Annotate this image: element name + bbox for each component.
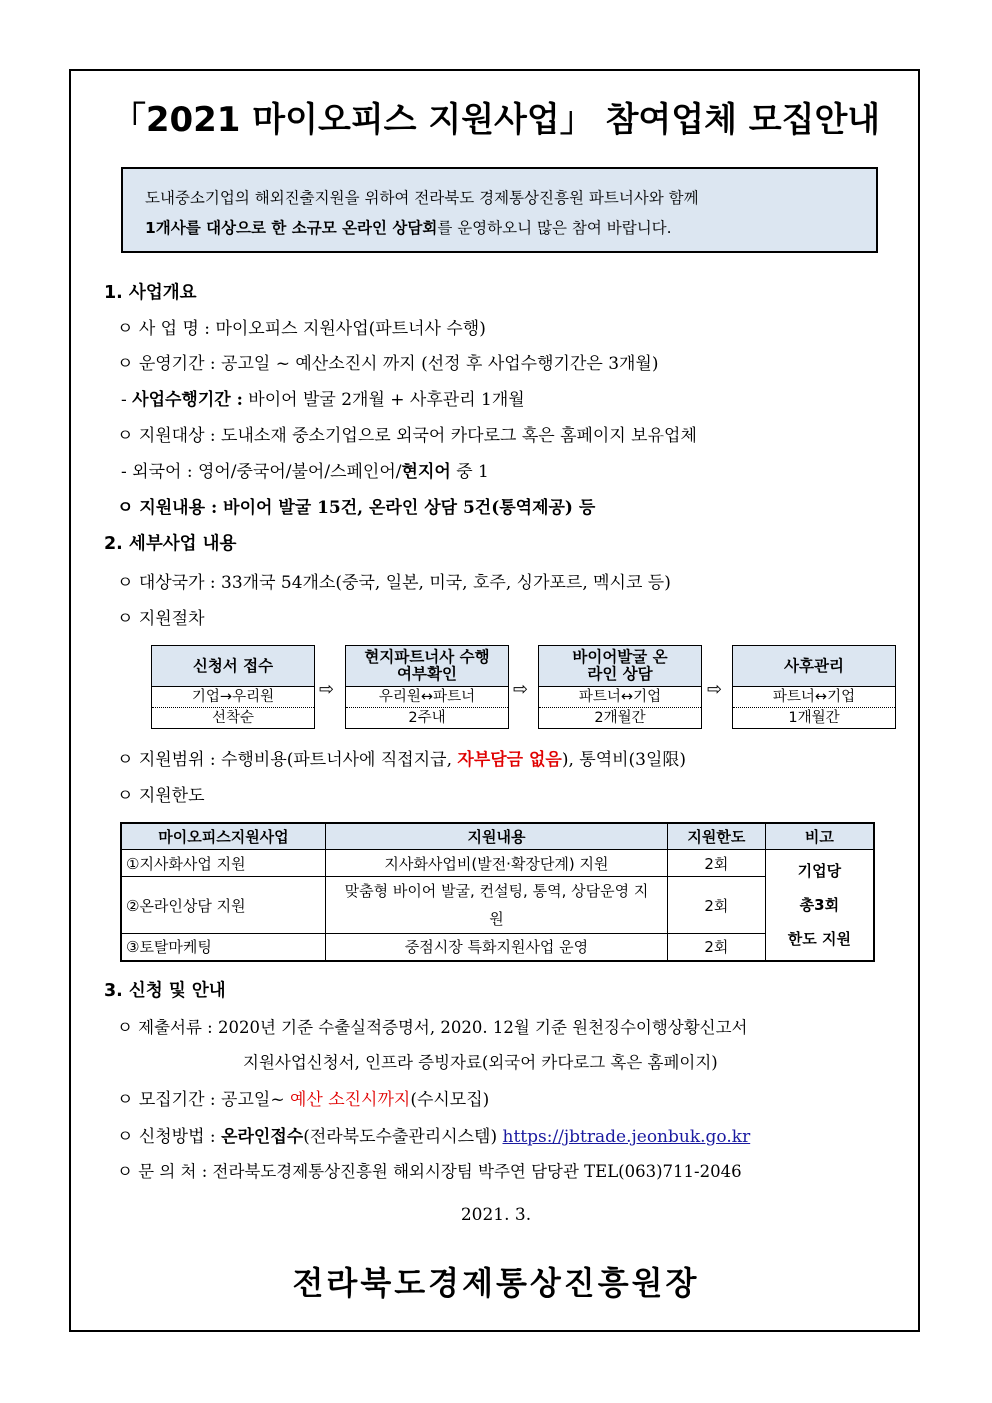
business-name-label: ㅇ 사 업 명 : — [117, 319, 216, 339]
flow-step-1 — [151, 645, 315, 729]
target-countries: ㅇ 대상국가 : 33개국 54개소(중국, 일본, 미국, 호주, 싱가포르, 멕시코 등) — [117, 573, 671, 593]
table-cell: 2회 — [668, 850, 766, 877]
table-header: 비고 — [765, 823, 874, 850]
support-limit: ㅇ 지원한도 — [117, 786, 205, 806]
table-header: 지원한도 — [668, 823, 766, 850]
recruitment-period-rest: (수시모집) — [410, 1090, 490, 1110]
signature: 전라북도경제통상진흥원장 — [292, 1264, 700, 1302]
section-1-heading: 1. 사업개요 — [104, 283, 197, 303]
recruitment-period-prefix: ㅇ 모집기간 : 공고일~ — [117, 1090, 290, 1110]
table-header-row — [121, 823, 874, 850]
flow-step-2 — [345, 645, 509, 729]
flow-step-1-actor: 기업→우리원 — [152, 687, 314, 708]
support-scope-no-self-pay: 자부담금 없음 — [457, 750, 562, 770]
flow-step-4-actor: 파트너↔기업 — [733, 687, 895, 708]
section-3-heading: 3. 신청 및 안내 — [104, 981, 226, 1001]
required-documents: ㅇ 제출서류 : 2020년 기준 수출실적증명서, 2020. 12월 기준 원천징수이행상황신고서 — [117, 1018, 748, 1037]
table-cell: ①지사화사업 지원 — [121, 850, 325, 877]
flow-arrow-1: ⇨ — [319, 679, 335, 700]
operation-period: ㅇ 운영기간 : 공고일 ~ 예산소진시 까지 (선정 후 사업수행기간은 3개월) — [117, 354, 659, 374]
table-row — [121, 850, 874, 877]
support-scope — [117, 749, 686, 771]
table-note-line: 기업당 — [797, 861, 842, 880]
foreign-language — [121, 461, 489, 483]
table-cell: 2회 — [668, 934, 766, 961]
business-name — [117, 318, 486, 340]
foreign-language-prefix: - 외국어 : 영어/중국어/불어/스페인어/ — [121, 462, 402, 482]
support-scope-rest: ), 통역비(3일限) — [561, 750, 687, 770]
foreign-language-rest: 중 1 — [450, 462, 489, 482]
application-method-prefix: ㅇ 신청방법 : — [117, 1127, 222, 1147]
application-method — [117, 1126, 750, 1148]
intro-line-2-rest: 를 운영하오니 많은 참여 바랍니다. — [437, 219, 672, 237]
table-header: 마이오피스지원사업 — [121, 823, 325, 850]
recruitment-period-until: 예산 소진시까지 — [289, 1090, 411, 1110]
business-period-label: 사업수행기간 : — [132, 390, 243, 410]
table-row — [121, 877, 874, 934]
contact-info: ㅇ 문 의 처 : 전라북도경제통상진흥원 해외시장팀 박주연 담당관 TEL(063)711-2046 — [117, 1162, 742, 1181]
business-period — [121, 389, 525, 411]
support-target: ㅇ 지원대상 : 도내소재 중소기업으로 외국어 카다로그 혹은 홈페이지 보유업체 — [117, 426, 697, 446]
flow-step-1-title: 신청서 접수 — [152, 646, 314, 687]
table-cell: 지사화사업비(발전·확장단계) 지원 — [325, 850, 667, 877]
table-cell: ③토탈마케팅 — [121, 934, 325, 961]
support-limit-table — [120, 822, 875, 962]
flow-step-4-title: 사후관리 — [733, 646, 895, 687]
foreign-language-local: 현지어 — [401, 462, 451, 482]
table-cell: 2회 — [668, 877, 766, 934]
required-documents-2: 지원사업신청서, 인프라 증빙자료(외국어 카다로그 혹은 홈페이지) — [243, 1053, 718, 1072]
intro-line-2-bold: 1개사를 대상으로 한 소규모 온라인 상담회 — [145, 219, 438, 237]
business-period-value: 바이어 발굴 2개월 + 사후관리 1개월 — [242, 390, 525, 410]
table-header: 지원내용 — [325, 823, 667, 850]
flow-arrow-3: ⇨ — [707, 679, 723, 700]
table-row — [121, 934, 874, 961]
flow-step-2-time: 2주내 — [408, 710, 446, 726]
recruitment-period — [117, 1089, 489, 1111]
support-scope-prefix: ㅇ 지원범위 : 수행비용(파트너사에 직접지급, — [117, 750, 458, 770]
intro-line-1: 도내중소기업의 해외진출지원을 위하여 전라북도 경제통상진흥원 파트너사와 함께 — [145, 189, 699, 207]
application-method-rest: (전라북도수출관리시스템) — [303, 1127, 503, 1147]
table-note-line: 한도 지원 — [787, 929, 851, 948]
flow-step-4-time: 1개월간 — [788, 710, 840, 726]
flow-arrow-2: ⇨ — [513, 679, 529, 700]
table-cell: ②온라인상담 지원 — [121, 877, 325, 934]
intro-line-2 — [145, 213, 854, 243]
table-cell: 중점시장 특화지원사업 운영 — [325, 934, 667, 961]
flow-step-1-time: 선착순 — [211, 710, 255, 726]
flow-step-3 — [538, 645, 702, 729]
section-2-heading: 2. 세부사업 내용 — [104, 534, 237, 554]
application-method-online: 온라인접수 — [221, 1127, 304, 1147]
support-content: ㅇ 지원내용 : 바이어 발굴 15건, 온라인 상담 5건(통역제공) 등 — [117, 498, 596, 518]
flow-step-3-title: 바이어발굴 온라인 상담 — [539, 646, 701, 687]
table-note — [765, 850, 874, 961]
business-name-value: 마이오피스 지원사업(파트너사 수행) — [215, 319, 486, 339]
flow-step-2-title: 현지파트너사 수행여부확인 — [346, 646, 508, 687]
table-cell: 맞춤형 바이어 발굴, 컨설팅, 통역, 상담운영 지원 — [325, 877, 667, 934]
table-note-line: 총3회 — [799, 895, 840, 914]
jbtrade-link[interactable]: https://jbtrade.jeonbuk.go.kr — [502, 1127, 751, 1147]
flow-step-4 — [732, 645, 896, 729]
flow-step-3-actor: 파트너↔기업 — [539, 687, 701, 708]
business-period-dash: - — [121, 390, 133, 410]
intro-box — [121, 167, 878, 253]
flow-step-2-actor: 우리원↔파트너 — [346, 687, 508, 708]
document-date: 2021. 3. — [460, 1205, 532, 1225]
flow-step-3-time: 2개월간 — [594, 710, 646, 726]
support-procedure: ㅇ 지원절차 — [117, 609, 205, 629]
document-title: 「2021 마이오피스 지원사업」 참여업체 모집안내 — [111, 100, 881, 140]
